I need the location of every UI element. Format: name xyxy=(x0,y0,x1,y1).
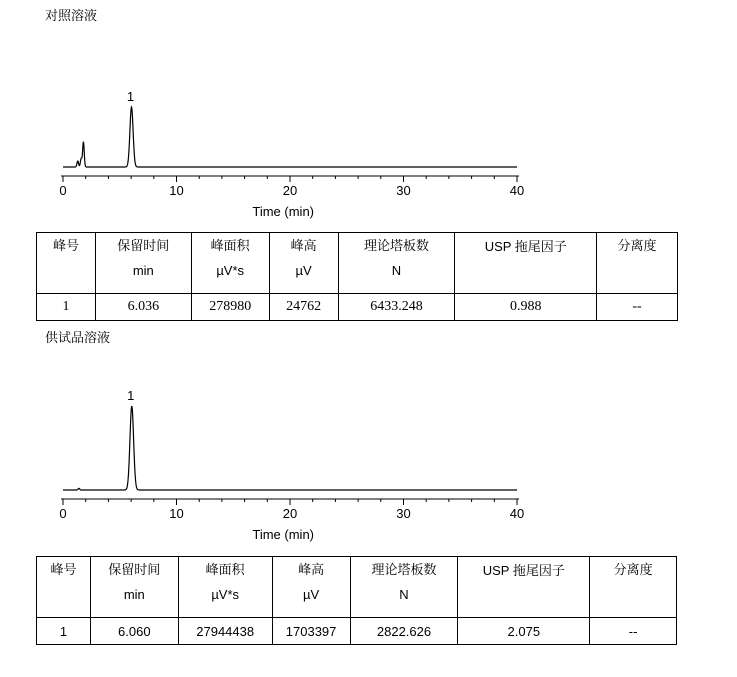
cell-peak-no: 1 xyxy=(37,294,96,321)
header-resolution: 分离度 xyxy=(617,239,657,254)
x-axis-label: Time (min) xyxy=(252,204,315,219)
x-tick-label: 10 xyxy=(169,506,184,521)
result-table-sample xyxy=(36,556,677,645)
header-unit: min xyxy=(123,587,145,602)
cell-retention-time: 6.036 xyxy=(95,294,191,321)
header-usp-tailing: USP 拖尾因子 xyxy=(482,563,565,578)
peak-label: 1 xyxy=(126,89,135,104)
header-unit: N xyxy=(391,263,402,278)
cell-resolution: -- xyxy=(590,618,677,645)
table-header-row xyxy=(37,233,678,294)
cell-resolution: -- xyxy=(597,294,678,321)
x-tick-label: 40 xyxy=(509,506,525,521)
chromatogram-trace xyxy=(63,107,517,167)
x-axis-label: Time (min) xyxy=(252,527,315,542)
cell-peak-area: 278980 xyxy=(191,294,269,321)
table-header-row xyxy=(37,557,677,618)
cell-theoretical-plates: 6433.248 xyxy=(338,294,455,321)
cell-retention-time: 6.060 xyxy=(90,618,178,645)
cell-usp-tailing: 2.075 xyxy=(458,618,590,645)
header-peak-area: 峰面积 xyxy=(205,563,245,578)
header-theoretical-plates: 理论塔板数 xyxy=(371,563,437,578)
header-peak-no: 峰号 xyxy=(50,563,77,578)
chromatogram-sample xyxy=(0,322,737,547)
header-peak-area: 峰面积 xyxy=(210,239,250,254)
header-peak-height: 峰高 xyxy=(298,563,325,578)
header-unit: µV*s xyxy=(216,263,245,278)
header-unit: min xyxy=(132,263,154,278)
cell-theoretical-plates: 2822.626 xyxy=(350,618,458,645)
cell-peak-area: 27944438 xyxy=(178,618,272,645)
x-tick-label: 10 xyxy=(169,183,184,198)
x-tick-label: 0 xyxy=(59,506,67,521)
header-unit: µV xyxy=(295,263,312,278)
header-unit: N xyxy=(399,587,409,602)
cell-peak-no: 1 xyxy=(37,618,91,645)
x-tick-label: 20 xyxy=(282,506,298,521)
section-title-sample: 供试品溶液 xyxy=(45,331,111,346)
header-usp-tailing: USP 拖尾因子 xyxy=(484,239,567,254)
cell-peak-height: 1703397 xyxy=(272,618,350,645)
x-tick-label: 40 xyxy=(509,183,525,198)
chromatogram-reference xyxy=(0,0,737,225)
header-retention-time: 保留时间 xyxy=(117,239,170,254)
section-title-reference: 对照溶液 xyxy=(45,9,98,24)
table-row xyxy=(37,294,678,321)
x-tick-label: 30 xyxy=(396,506,411,521)
cell-usp-tailing: 0.988 xyxy=(455,294,597,321)
x-tick-label: 0 xyxy=(59,183,67,198)
header-unit: µV*s xyxy=(211,587,240,602)
header-resolution: 分离度 xyxy=(613,563,653,578)
chromatogram-trace xyxy=(63,406,517,490)
header-retention-time: 保留时间 xyxy=(108,563,161,578)
result-table-reference xyxy=(36,232,678,321)
x-tick-label: 20 xyxy=(282,183,298,198)
table-row xyxy=(37,618,677,645)
header-theoretical-plates: 理论塔板数 xyxy=(363,239,429,254)
peak-label: 1 xyxy=(127,388,135,403)
cell-peak-height: 24762 xyxy=(269,294,338,321)
header-peak-height: 峰高 xyxy=(290,239,317,254)
header-peak-no: 峰号 xyxy=(52,239,79,254)
header-unit: µV xyxy=(303,587,320,602)
x-tick-label: 30 xyxy=(396,183,411,198)
